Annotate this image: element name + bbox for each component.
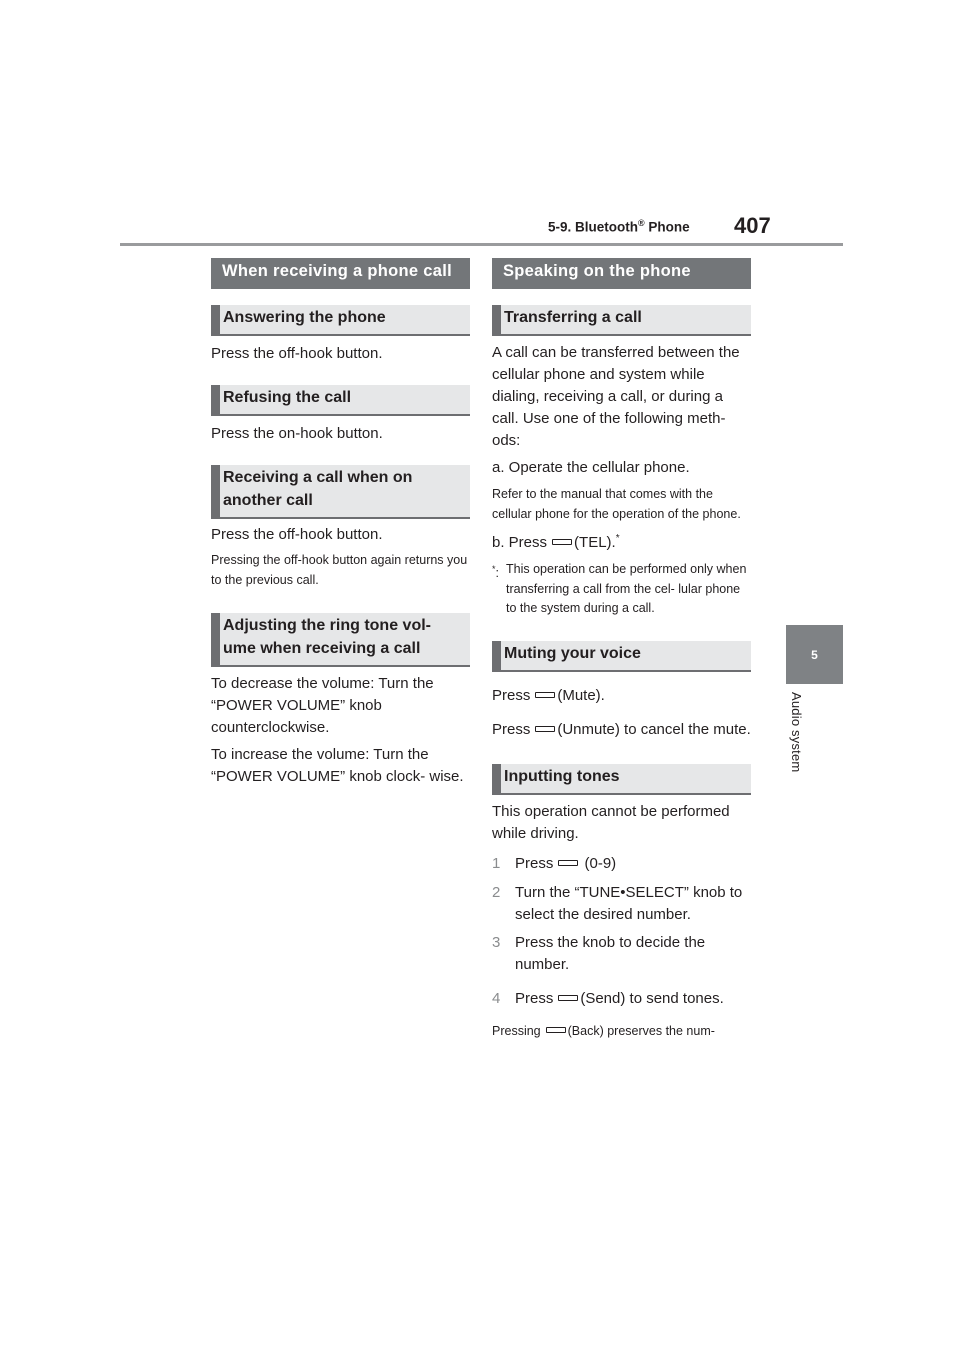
subheading-refusing: Refusing the call (211, 385, 470, 416)
tones-note-post: (Back) preserves the num- (567, 1023, 715, 1038)
ring-volume-increase: To increase the volume: Turn the “POWER VOLUME” knob clock- wise. (211, 746, 464, 785)
footnote-text: This operation can be performed only when transferring a call from the cel- lular phone to the system during a call. (506, 562, 747, 615)
unmute-post: (Unmute) to cancel the mute. (557, 720, 751, 738)
mute-line (492, 685, 751, 707)
refusing-text: Press the on-hook button. (211, 425, 383, 442)
step-post: (0-9) (580, 854, 617, 872)
subheading-tones: Inputting tones (492, 764, 751, 795)
tones-step (492, 882, 751, 926)
subheading-transfer: Transferring a call (492, 305, 751, 336)
mute-pre: Press (492, 686, 531, 704)
step-post: (Send) to send tones. (580, 989, 724, 1007)
subheading-mute: Muting your voice (492, 641, 751, 672)
header-divider (120, 243, 843, 246)
heading-receiving-call: When receiving a phone call (211, 258, 470, 289)
subheading-receiving-other: Receiving a call when on another call (211, 465, 470, 519)
section-title-suffix: Phone (644, 219, 690, 235)
footnote-asterisk: * (492, 564, 496, 574)
answering-text: Press the off-hook button. (211, 345, 383, 362)
tones-intro: This operation cannot be performed while driving. (492, 802, 730, 842)
step-text: Press the knob to decide the number. (515, 933, 706, 973)
transfer-option-b (492, 532, 751, 554)
option-b-post: (TEL). (574, 534, 616, 551)
step-pre: Press (515, 989, 554, 1007)
section-title-text: 5-9. Bluetooth (548, 219, 638, 235)
tones-note (492, 1022, 751, 1042)
right-column (492, 258, 751, 1041)
ring-volume-decrease: To decrease the volume: Turn the “POWER VOLUME” knob counterclockwise. (211, 675, 434, 736)
step-number: 4 (492, 989, 501, 1007)
tones-step (492, 853, 751, 875)
footnote-mark (492, 560, 499, 584)
digit-button-icon (558, 860, 578, 866)
subheading-ring-volume: Adjusting the ring tone vol- ume when receiving a call (211, 613, 470, 667)
page-number: 407 (734, 213, 771, 238)
transfer-footnote (492, 560, 751, 619)
step-pre: Press (515, 854, 554, 872)
transfer-intro: A call can be transferred between the cellular phone and system while dialing, receiving a call, or during a call. Use one of the following meth- ods: (492, 344, 740, 449)
receiving-other-text: Press the off-hook button. (211, 526, 383, 543)
tones-note-pre: Pressing (492, 1023, 541, 1038)
step-number: 2 (492, 883, 501, 901)
transfer-option-a: a. Operate the cellular phone. (492, 459, 690, 476)
transfer-note-a: Refer to the manual that comes with the cellular phone for the operation of the phone. (492, 487, 741, 521)
step-number: 1 (492, 854, 501, 872)
footnote-ref: * (615, 533, 620, 544)
send-button-icon (558, 995, 578, 1001)
heading-speaking: Speaking on the phone (492, 258, 751, 289)
chapter-label: Audio system (789, 692, 804, 773)
unmute-pre: Press (492, 720, 531, 738)
registered-mark: ® (638, 218, 645, 228)
step-number: 3 (492, 933, 501, 951)
option-b-pre: b. Press (492, 534, 548, 551)
mute-button-icon (535, 692, 555, 698)
chapter-tab: 5 (786, 625, 843, 684)
back-button-icon (546, 1027, 566, 1033)
unmute-line (492, 718, 751, 741)
subheading-answering: Answering the phone (211, 305, 470, 336)
unmute-button-icon (535, 726, 555, 732)
section-title (548, 218, 690, 235)
tel-button-icon (552, 539, 572, 545)
left-column (211, 258, 470, 788)
tones-step (492, 988, 751, 1010)
footnote-colon: : (495, 566, 499, 581)
mute-post: (Mute). (557, 686, 605, 704)
receiving-other-note: Pressing the off-hook button again returns you to the previous call. (211, 553, 468, 587)
step-text: Turn the “TUNE•SELECT” knob to select the desired number. (515, 883, 743, 923)
tones-step (492, 932, 751, 976)
